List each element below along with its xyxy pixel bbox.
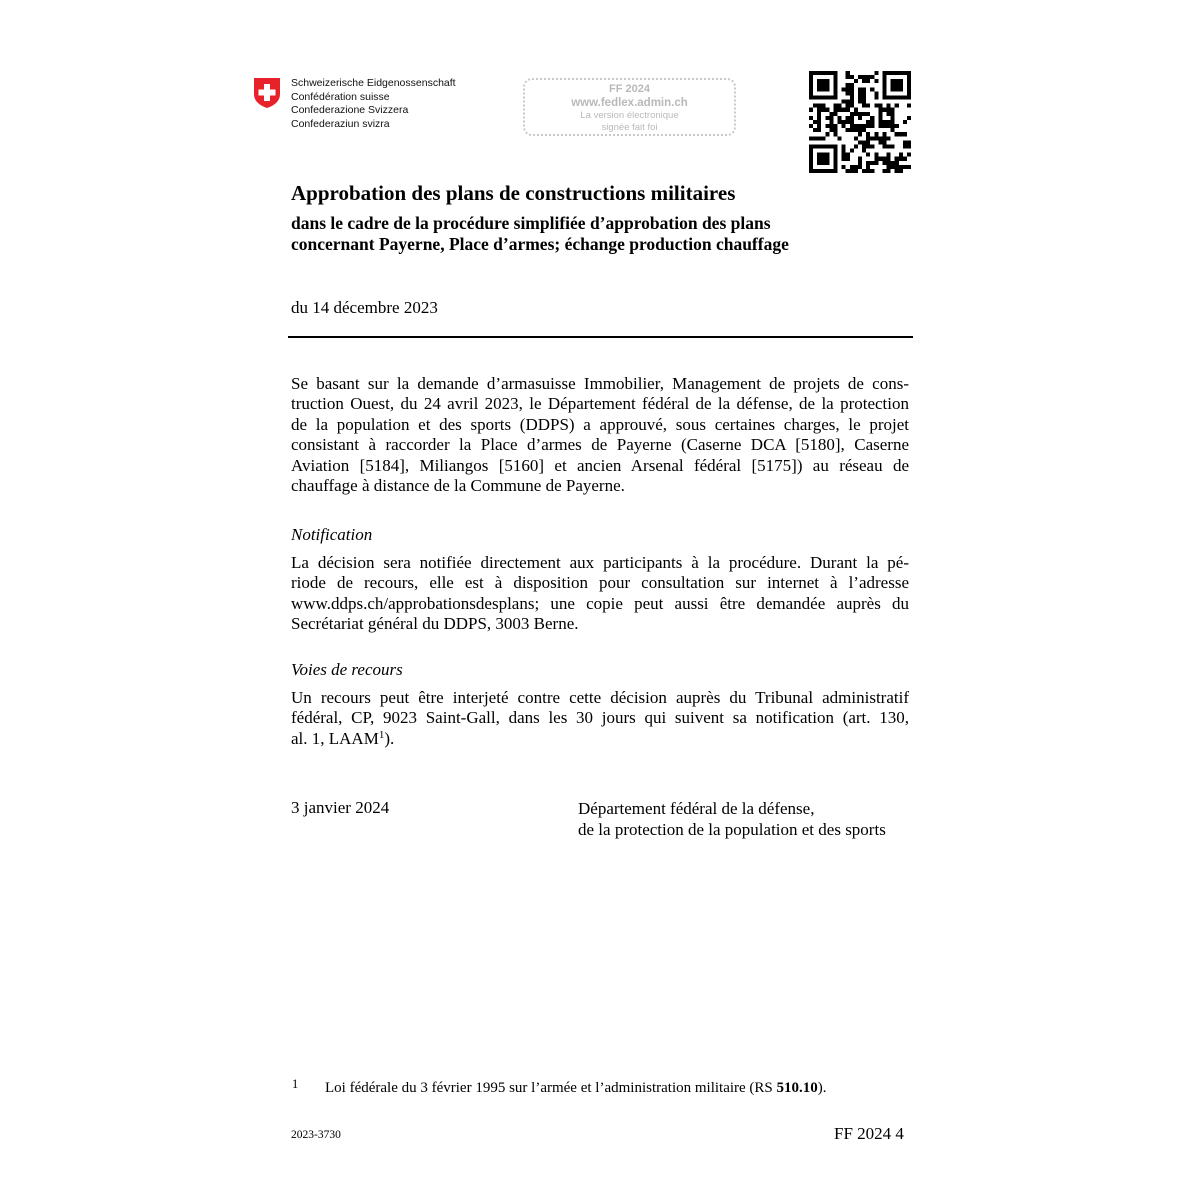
stamp-note-line1: La version électronique bbox=[580, 110, 679, 121]
paragraph-line: chauffage à distance de la Commune de Payerne. bbox=[291, 476, 625, 496]
subtitle-line: dans le cadre de la procédure simplifiée d’approbation des plans bbox=[291, 213, 771, 233]
qr-code-icon bbox=[809, 71, 911, 173]
department-line: Département fédéral de la défense, bbox=[578, 799, 815, 818]
paragraph-line: truction Ouest, du 24 avril 2023, le Département fédéral de la défense, de la protection bbox=[291, 394, 909, 414]
paragraph-line: La décision sera notifiée directement aux participants à la procédure. Durant la pé- bbox=[291, 553, 909, 572]
notification-heading: Notification bbox=[291, 525, 373, 544]
swiss-cross-icon bbox=[253, 77, 281, 109]
decision-date: du 14 décembre 2023 bbox=[291, 298, 438, 317]
recours-heading: Voies de recours bbox=[291, 660, 403, 679]
confederation-name-de: Schweizerische Eidgenossenschaft bbox=[291, 77, 456, 89]
electronic-signature-stamp bbox=[523, 78, 736, 136]
paragraph-line: Un recours peut être interjeté contre cette décision auprès du Tribunal administratif bbox=[291, 688, 909, 707]
footnote-number: 1 bbox=[292, 1077, 299, 1091]
paragraph-line: consistant à raccorder la Place d’armes de Payerne (Caserne DCA [5180], Caserne bbox=[291, 435, 909, 455]
stamp-url: www.fedlex.admin.ch bbox=[571, 97, 688, 109]
confederation-name-fr: Confédération suisse bbox=[291, 90, 390, 103]
paragraph-line-with-footnote bbox=[291, 729, 909, 749]
stamp-note-line2: signée fait foi bbox=[601, 122, 658, 133]
paragraph-line: www.ddps.ch/approbationsdesplans; une copie peut aussi être demandée auprès du bbox=[291, 593, 909, 613]
title-divider bbox=[288, 336, 913, 338]
department-line: de la protection de la population et des sports bbox=[578, 820, 886, 839]
paragraph-line: Se basant sur la demande d’armasuisse Immobilier, Management de projets de cons- bbox=[291, 374, 909, 393]
recours-paragraph bbox=[291, 688, 909, 749]
page-title: Approbation des plans de constructions militaires bbox=[291, 181, 736, 205]
recours-line3-end: ). bbox=[384, 728, 395, 748]
notification-paragraph bbox=[291, 553, 909, 635]
confederation-name-rm: Confederaziun svizra bbox=[291, 117, 390, 130]
stamp-ff-line: FF 2024 bbox=[609, 83, 650, 95]
decision-paragraph bbox=[291, 374, 909, 496]
signing-department bbox=[578, 798, 886, 840]
subtitle-line: concernant Payerne, Place d’armes; échange production chauffage bbox=[291, 234, 789, 254]
footnote-reference[interactable]: 1 bbox=[378, 728, 385, 741]
recours-line3-text: al. 1, LAAM bbox=[291, 728, 379, 748]
ff-reference: FF 2024 4 bbox=[834, 1124, 904, 1143]
paragraph-line: Aviation [5184], Miliangos [5160] et ancien Arsenal fédéral [5175]) au réseau de bbox=[291, 455, 909, 475]
footnote-rs-number: 510.10 bbox=[776, 1080, 818, 1096]
confederation-names bbox=[291, 77, 456, 131]
paragraph-line: fédéral, CP, 9023 Saint-Gall, dans les 30 jours qui suivent sa notification (art. 130, bbox=[291, 708, 909, 728]
paragraph-line: riode de recours, elle est à disposition pour consultation sur internet à l’adresse bbox=[291, 573, 909, 593]
document-number: 2023-3730 bbox=[291, 1129, 341, 1141]
footnote-text-before: Loi fédérale du 3 février 1995 sur l’armée et l’administration militaire (RS bbox=[325, 1080, 777, 1096]
footnote-text bbox=[325, 1079, 827, 1097]
paragraph-line: Secrétariat général du DDPS, 3003 Berne. bbox=[291, 614, 579, 634]
confederation-name-it: Confederazione Svizzera bbox=[291, 104, 409, 116]
page-subtitle bbox=[291, 213, 911, 255]
footnote-text-after: ). bbox=[817, 1080, 827, 1096]
signature-date: 3 janvier 2024 bbox=[291, 798, 390, 817]
paragraph-line: de la population et des sports (DDPS) a approuvé, sous certaines charges, le projet bbox=[291, 414, 909, 434]
